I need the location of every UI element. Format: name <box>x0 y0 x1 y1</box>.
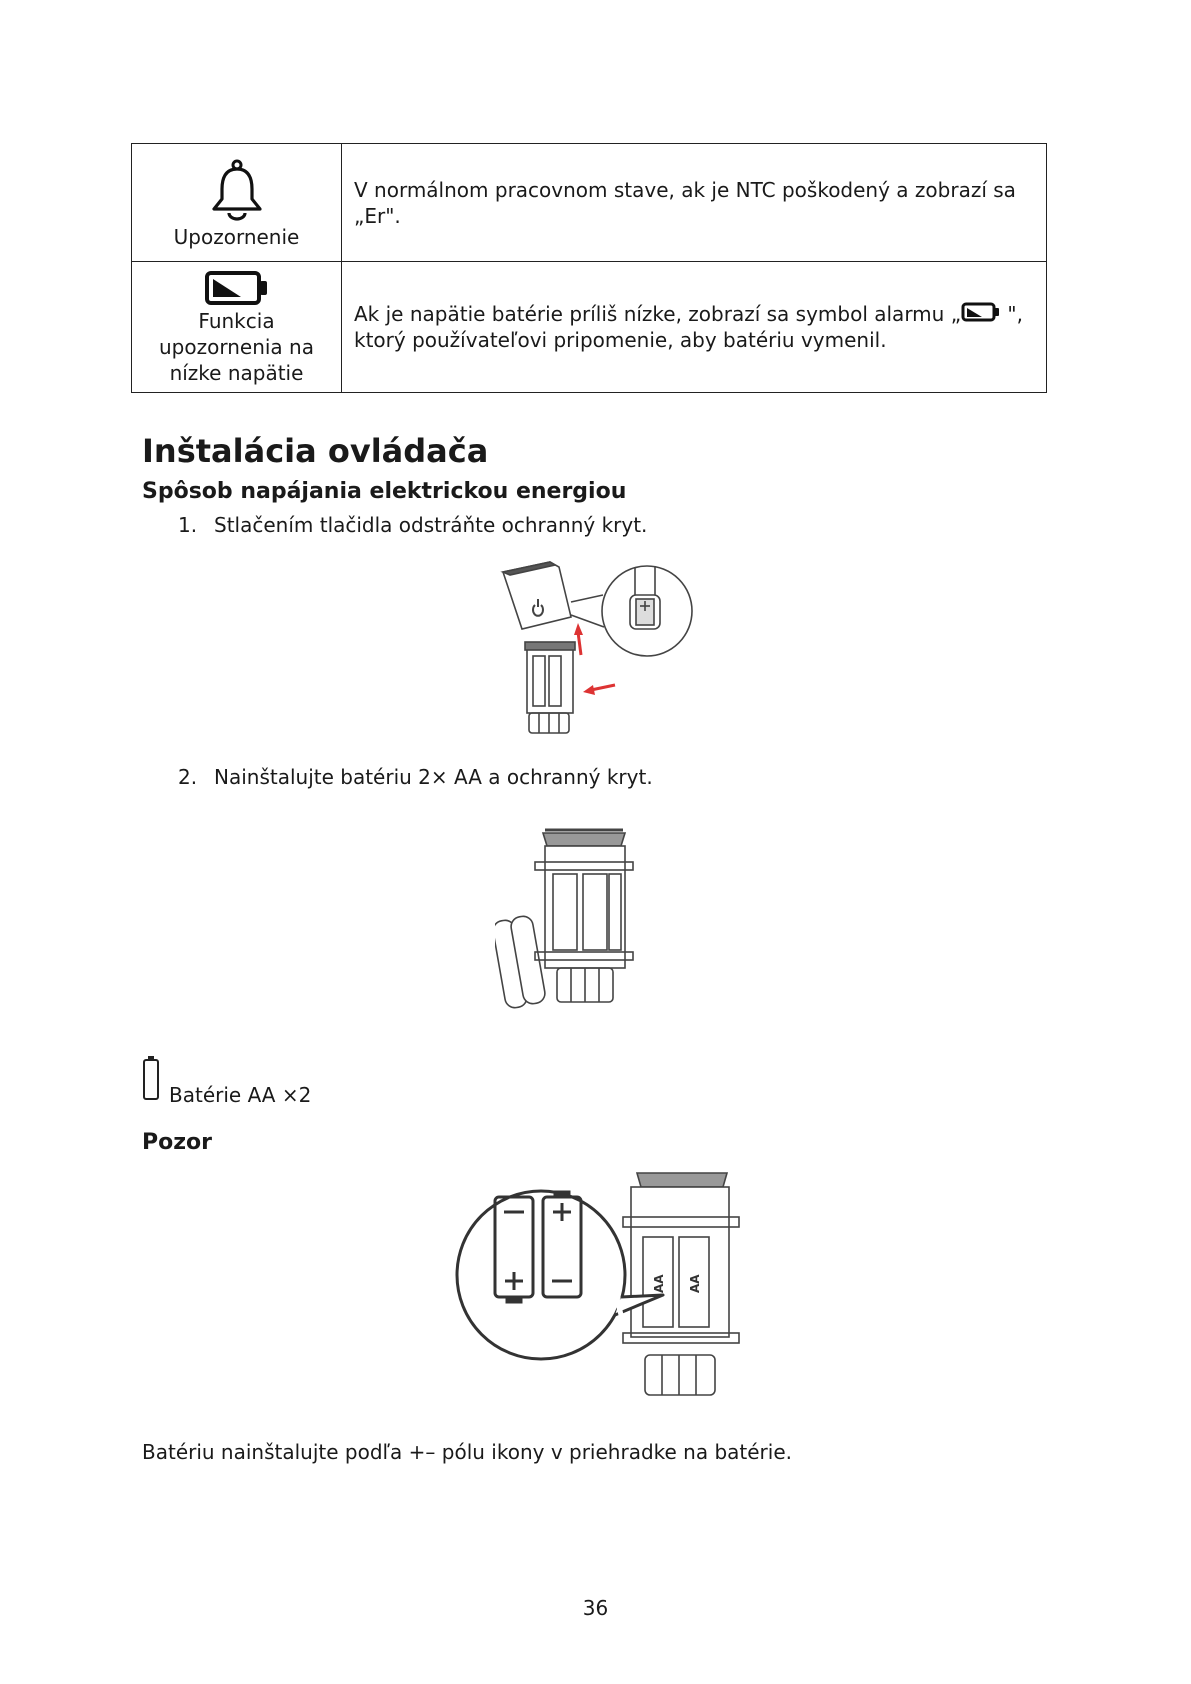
step-text: Stlačením tlačidla odstráňte ochranný kryt. <box>214 513 648 537</box>
step-1 <box>178 513 647 537</box>
table-row <box>132 144 1047 262</box>
row-label: Upozornenie <box>173 224 300 249</box>
battery-note: Batérie AA ×2 <box>169 1083 312 1107</box>
aa-battery-icon <box>142 1055 160 1101</box>
bell-icon <box>207 158 267 222</box>
row-description: V normálnom pracovnom stave, ak je NTC poškodený a zobrazí sa „Er". <box>342 144 1047 262</box>
row-label: Funkcia upozornenia na nízke napätie <box>159 309 314 385</box>
battery-label: AA <box>652 1274 666 1293</box>
battery-label: AA <box>688 1274 702 1293</box>
remove-cover-illustration <box>495 555 695 740</box>
description-part: Ak je napätie batérie príliš nízke, zobrazí sa symbol alarmu „ <box>354 302 962 326</box>
table-row <box>132 262 1047 393</box>
low-battery-icon <box>204 270 270 306</box>
alarm-table <box>131 143 1047 393</box>
step-text: Nainštalujte batériu 2× AA a ochranný kryt. <box>214 765 653 789</box>
step-number: 2. <box>178 765 198 789</box>
low-battery-icon <box>961 301 1001 323</box>
battery-polarity-illustration <box>455 1165 745 1415</box>
section-subtitle: Spôsob napájania elektrickou energiou <box>142 479 627 504</box>
step-2 <box>178 765 653 789</box>
icon-cell <box>132 144 342 262</box>
page-number: 36 <box>582 1596 609 1620</box>
icon-cell <box>132 262 342 393</box>
install-batteries-illustration <box>495 828 685 1018</box>
row-description <box>342 262 1047 393</box>
caution-title: Pozor <box>142 1130 213 1155</box>
caution-text: Batériu nainštalujte podľa +– pólu ikony v priehradke na batérie. <box>142 1440 792 1464</box>
section-title: Inštalácia ovládača <box>142 432 489 470</box>
step-number: 1. <box>178 513 198 537</box>
description-part: ", ktorý používateľovi pripomenie, aby batériu vymenil. <box>354 302 1023 352</box>
